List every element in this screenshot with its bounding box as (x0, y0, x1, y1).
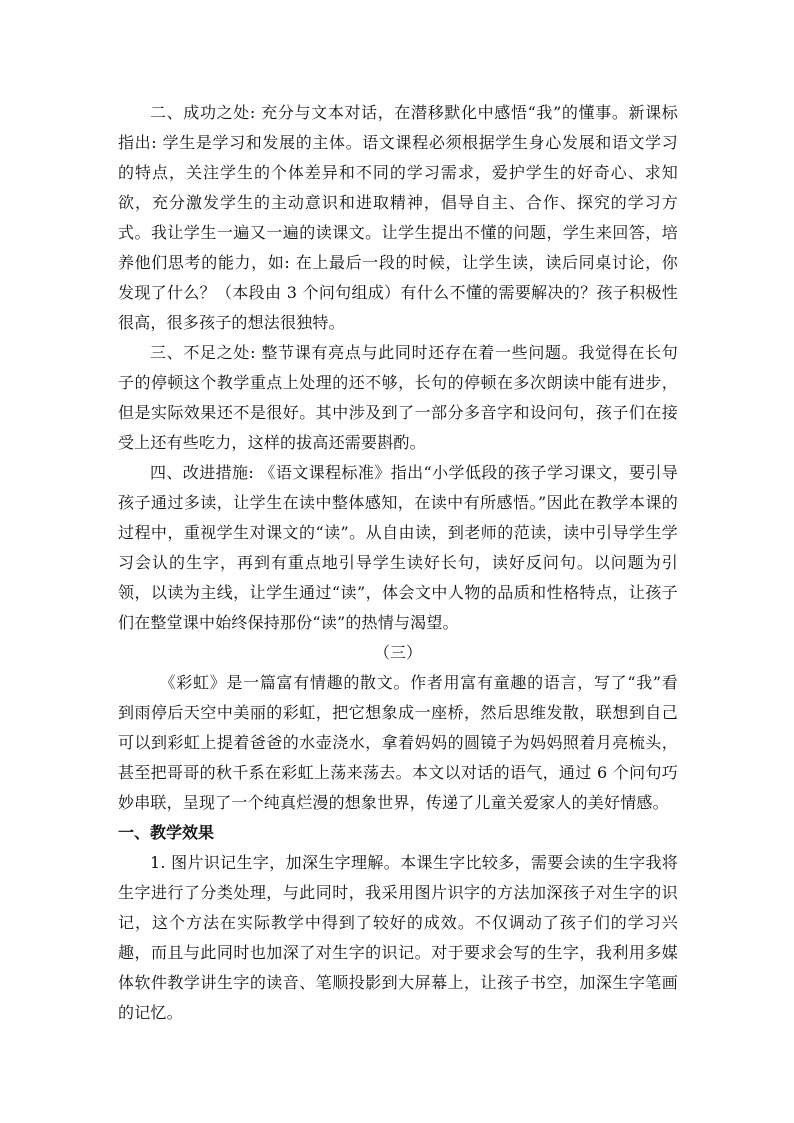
section-heading-teaching-effect: 一、教学效果 (118, 823, 215, 842)
paragraph-success: 二、成功之处: 充分与文本对话，在潜移默化中感悟“我”的懂事。新课标指出: 学生是学习和发展的主体。语文课程必须根据学生身心发展和语文学习的特点，关注学生的个体差异和不同的学习需求，爱护学生的好奇心、求知欲，充分激发学生的主动意识和进取精神，倡导自主、合作、探究的学习方式。我让学生一遍又一遍的读课文。让学生提出不懂的问题，学生来回答，培养他们思考的能力，如: 在上最后一段的时候，让学生读，读后同桌讨论，你发现了什么？（本段由 3 个问句组成）有什么不懂的需要解决的？孩子积极性很高，很多孩子的想法很独特。 (118, 103, 678, 332)
paragraph-rainbow-intro: 《彩虹》是一篇富有情趣的散文。作者用富有童趣的语言，写了“我”看到雨停后天空中美丽的彩虹，把它想象成一座桥，然后思维发散，联想到自己可以到彩虹上提着爸爸的水壶浇水，拿着妈妈的圆镜子为妈妈照着月亮梳头，甚至把哥哥的秋千系在彩虹上荡来荡去。本文以对话的语气，通过 6 个问句巧妙串联，呈现了一个纯真烂漫的想象世界，传递了儿童关爱家人的美好情感。 (118, 673, 678, 812)
paragraph-improvements: 四、改进措施: 《语文课程标准》指出“小学低段的孩子学习课文，要引导孩子通过多读，让学生在读中整体感知，在读中有所感悟。”因此在教学本课的过程中，重视学生对课文的“读”。从自由读，到老师的范读，读中引导学生学习会认的生字，再到有重点地引导学生读好长句，读好反问句。以问题为引领，以读为主线，让学生通过“读”，体会文中人物的品质和性格特点，让孩子们在整堂课中始终保持那份“读”的热情与渴望。 (118, 463, 678, 632)
paragraph-shortcomings: 三、不足之处: 整节课有亮点与此同时还存在着一些问题。我觉得在长句子的停顿这个教学重点上处理的还不够，长句的停顿在多次朗读中能有进步，但是实际效果还不是很好。其中涉及到了一部分多音字和设问句，孩子们在接受上还有些吃力，这样的拔高还需要斟酌。 (118, 343, 678, 452)
section-mark: （三） (373, 643, 422, 662)
paragraph-picture-literacy: 1. 图片识记生字，加深生字理解。本课生字比较多，需要会读的生字我将生字进行了分类处理，与此同时，我采用图片识字的方法加深孩子对生字的识记，这个方法在实际教学中得到了较好的成效。不仅调动了孩子们的学习兴趣，而且与此同时也加深了对生字的识记。对于要求会写的生字，我利用多媒体软件教学讲生字的读音、笔顺投影到大屏幕上，让孩子书空，加深生字笔画的记忆。 (118, 853, 678, 1022)
document-body (118, 98, 678, 1028)
